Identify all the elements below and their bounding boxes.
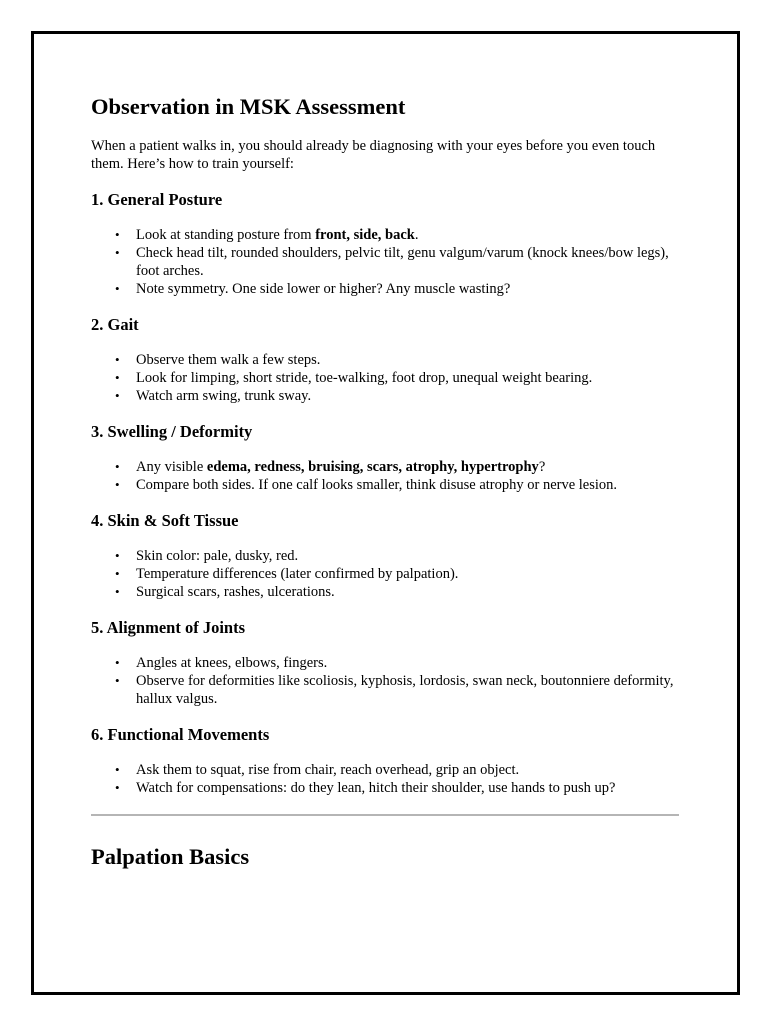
list-item-text: Note symmetry. One side lower or higher? Any muscle wasting? bbox=[136, 281, 511, 297]
list-item bbox=[136, 476, 683, 494]
list-item bbox=[136, 244, 683, 280]
list-item-text-end: ? bbox=[538, 459, 546, 475]
bullet-list bbox=[91, 654, 683, 708]
list-item-text: Surgical scars, rashes, ulcerations. bbox=[136, 584, 335, 600]
list-item bbox=[136, 458, 683, 476]
document-page bbox=[31, 31, 740, 995]
section-divider bbox=[91, 814, 679, 816]
list-item bbox=[136, 387, 683, 405]
section-heading: 5. Alignment of Joints bbox=[91, 618, 246, 637]
list-item bbox=[136, 369, 683, 387]
list-item bbox=[136, 779, 683, 797]
list-item bbox=[136, 565, 683, 583]
list-item-text: Ask them to squat, rise from chair, reach overhead, grip an object. bbox=[136, 762, 520, 778]
list-item-text: Angles at knees, elbows, fingers. bbox=[136, 655, 328, 671]
section-heading: 3. Swelling / Deformity bbox=[91, 422, 253, 441]
list-item-text: Look for limping, short stride, toe-walking, foot drop, unequal weight bearing. bbox=[136, 370, 593, 386]
document-content bbox=[91, 92, 683, 887]
list-item bbox=[136, 654, 683, 672]
section-heading: 4. Skin & Soft Tissue bbox=[91, 511, 239, 530]
list-item-text: Check head tilt, rounded shoulders, pelvic tilt, genu valgum/varum (knock knees/bow legs), foot arches. bbox=[136, 245, 669, 279]
list-item-text: Skin color: pale, dusky, red. bbox=[136, 548, 299, 564]
list-item bbox=[136, 547, 683, 565]
list-item-text: Temperature differences (later confirmed by palpation). bbox=[136, 566, 459, 582]
bullet-list bbox=[91, 547, 683, 601]
intro-paragraph: When a patient walks in, you should already be diagnosing with your eyes before you even touch them. Here’s how to train yourself: bbox=[91, 138, 656, 172]
list-item-bold-text: front, side, back bbox=[315, 227, 415, 243]
next-section-title: Palpation Basics bbox=[91, 844, 250, 869]
list-item bbox=[136, 280, 683, 298]
list-item-text: Watch arm swing, trunk sway. bbox=[136, 388, 312, 404]
bullet-list bbox=[91, 226, 683, 298]
list-item-text-end: . bbox=[414, 227, 419, 243]
list-item bbox=[136, 672, 683, 708]
list-item bbox=[136, 351, 683, 369]
list-item-text: Observe them walk a few steps. bbox=[136, 352, 321, 368]
bullet-list bbox=[91, 351, 683, 405]
list-item bbox=[136, 226, 683, 244]
sections-container bbox=[91, 190, 683, 797]
list-item-bold-text: edema, redness, bruising, scars, atrophy, hypertrophy bbox=[206, 459, 539, 475]
list-item bbox=[136, 761, 683, 779]
bullet-list bbox=[91, 761, 683, 797]
list-item-text: Any visible bbox=[136, 459, 207, 475]
list-item bbox=[136, 583, 683, 601]
bullet-list bbox=[91, 458, 683, 494]
list-item-text: Observe for deformities like scoliosis, kyphosis, lordosis, swan neck, boutonniere deformity, hallux valgus. bbox=[136, 673, 674, 707]
section-heading: 1. General Posture bbox=[91, 190, 223, 209]
section-heading: 2. Gait bbox=[91, 315, 139, 334]
page-title: Observation in MSK Assessment bbox=[91, 94, 406, 119]
list-item-text: Watch for compensations: do they lean, hitch their shoulder, use hands to push up? bbox=[136, 780, 616, 796]
list-item-text: Compare both sides. If one calf looks smaller, think disuse atrophy or nerve lesion. bbox=[136, 477, 618, 493]
section-heading: 6. Functional Movements bbox=[91, 725, 270, 744]
list-item-text: Look at standing posture from bbox=[136, 227, 316, 243]
